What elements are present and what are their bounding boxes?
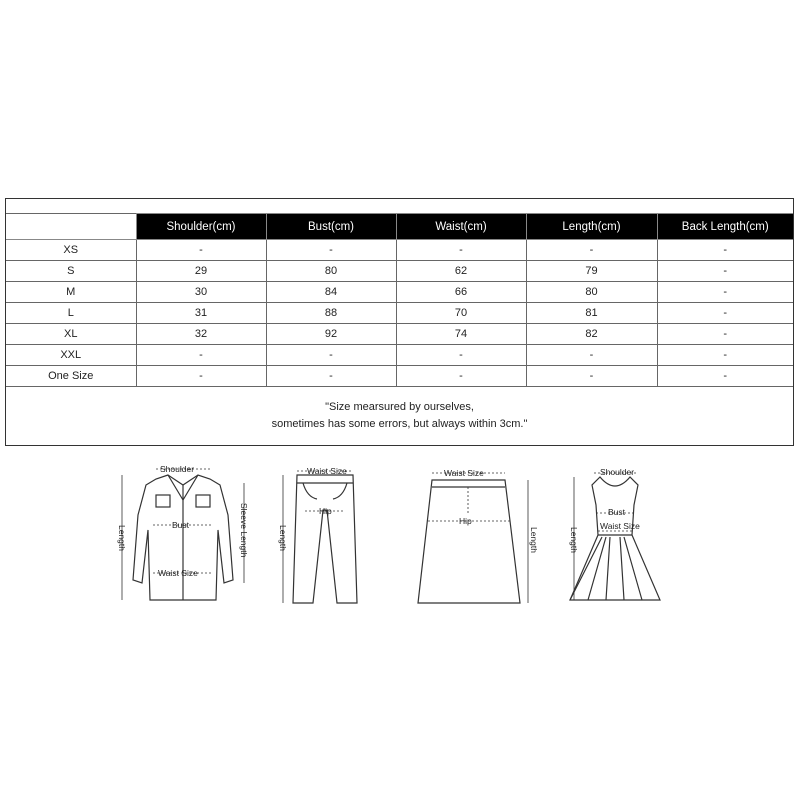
table-cell: - [657, 240, 793, 261]
table-cell: - [136, 366, 266, 387]
size-label: M [6, 282, 136, 303]
measurement-diagrams [0, 455, 800, 615]
table-cell: - [396, 240, 526, 261]
shirt-waist-label: Waist Size [158, 568, 198, 578]
table-cell: 74 [396, 324, 526, 345]
table-cell: - [136, 345, 266, 366]
shirt-shoulder-label: Shoulder [160, 464, 195, 474]
size-label: XL [6, 324, 136, 345]
pants-length-label: Length [278, 525, 288, 551]
table-cell: - [657, 366, 793, 387]
table-cell: 66 [396, 282, 526, 303]
size-table [6, 213, 793, 387]
table-row [6, 282, 793, 303]
header-length: Length(cm) [526, 214, 657, 240]
table-cell: 84 [266, 282, 396, 303]
table-row [6, 345, 793, 366]
header-waist: Waist(cm) [396, 214, 526, 240]
table-cell: - [526, 345, 657, 366]
shirt-length-label: Length [117, 525, 127, 551]
header-back-length: Back Length(cm) [657, 214, 793, 240]
table-cell: - [657, 261, 793, 282]
header-shoulder: Shoulder(cm) [136, 214, 266, 240]
table-cell: - [657, 282, 793, 303]
note-line-1: "Size mearsured by ourselves, [325, 401, 474, 413]
dress-waist-label: Waist Size [600, 521, 640, 531]
table-cell: 80 [266, 261, 396, 282]
table-cell: - [396, 345, 526, 366]
table-cell: 80 [526, 282, 657, 303]
pants-diagram [275, 455, 375, 610]
table-cell: - [266, 366, 396, 387]
shirt-diagram [108, 455, 258, 610]
table-row [6, 303, 793, 324]
table-row [6, 261, 793, 282]
skirt-diagram [410, 455, 540, 610]
skirt-hip-label: Hip [459, 516, 472, 526]
table-cell: 70 [396, 303, 526, 324]
table-cell: 30 [136, 282, 266, 303]
skirt-length-label: Length [529, 527, 539, 553]
table-cell: 79 [526, 261, 657, 282]
size-chart [5, 198, 794, 446]
table-cell: 81 [526, 303, 657, 324]
skirt-waist-label: Waist Size [444, 468, 484, 478]
dress-bust-label: Bust [608, 507, 626, 517]
table-cell: - [396, 366, 526, 387]
table-cell: 62 [396, 261, 526, 282]
table-cell: - [526, 366, 657, 387]
pants-hip-label: Hip [319, 506, 332, 516]
shirt-bust-label: Bust [172, 520, 190, 530]
table-row [6, 324, 793, 345]
table-cell: - [657, 345, 793, 366]
size-label: L [6, 303, 136, 324]
dress-length-label: Length [569, 527, 579, 553]
table-cell: - [657, 303, 793, 324]
size-label: XXL [6, 345, 136, 366]
table-row [6, 240, 793, 261]
table-cell: 32 [136, 324, 266, 345]
table-cell: - [266, 345, 396, 366]
table-cell: - [266, 240, 396, 261]
dress-diagram [560, 455, 670, 610]
pants-waist-label: Waist Size [307, 466, 347, 476]
size-label: XS [6, 240, 136, 261]
table-cell: 31 [136, 303, 266, 324]
note-line-2: sometimes has some errors, but always within 3cm." [271, 418, 528, 430]
table-cell: 92 [266, 324, 396, 345]
table-cell: 82 [526, 324, 657, 345]
table-cell: - [136, 240, 266, 261]
dress-shoulder-label: Shoulder [600, 467, 635, 477]
size-label: One Size [6, 366, 136, 387]
measurement-note [6, 399, 793, 433]
table-header-row [6, 214, 793, 240]
table-cell: 88 [266, 303, 396, 324]
header-bust: Bust(cm) [266, 214, 396, 240]
size-label: S [6, 261, 136, 282]
header-corner [6, 214, 136, 240]
table-cell: - [657, 324, 793, 345]
table-row [6, 366, 793, 387]
shirt-sleeve-label: Sleeve Length [239, 503, 249, 558]
table-cell: 29 [136, 261, 266, 282]
table-cell: - [526, 240, 657, 261]
